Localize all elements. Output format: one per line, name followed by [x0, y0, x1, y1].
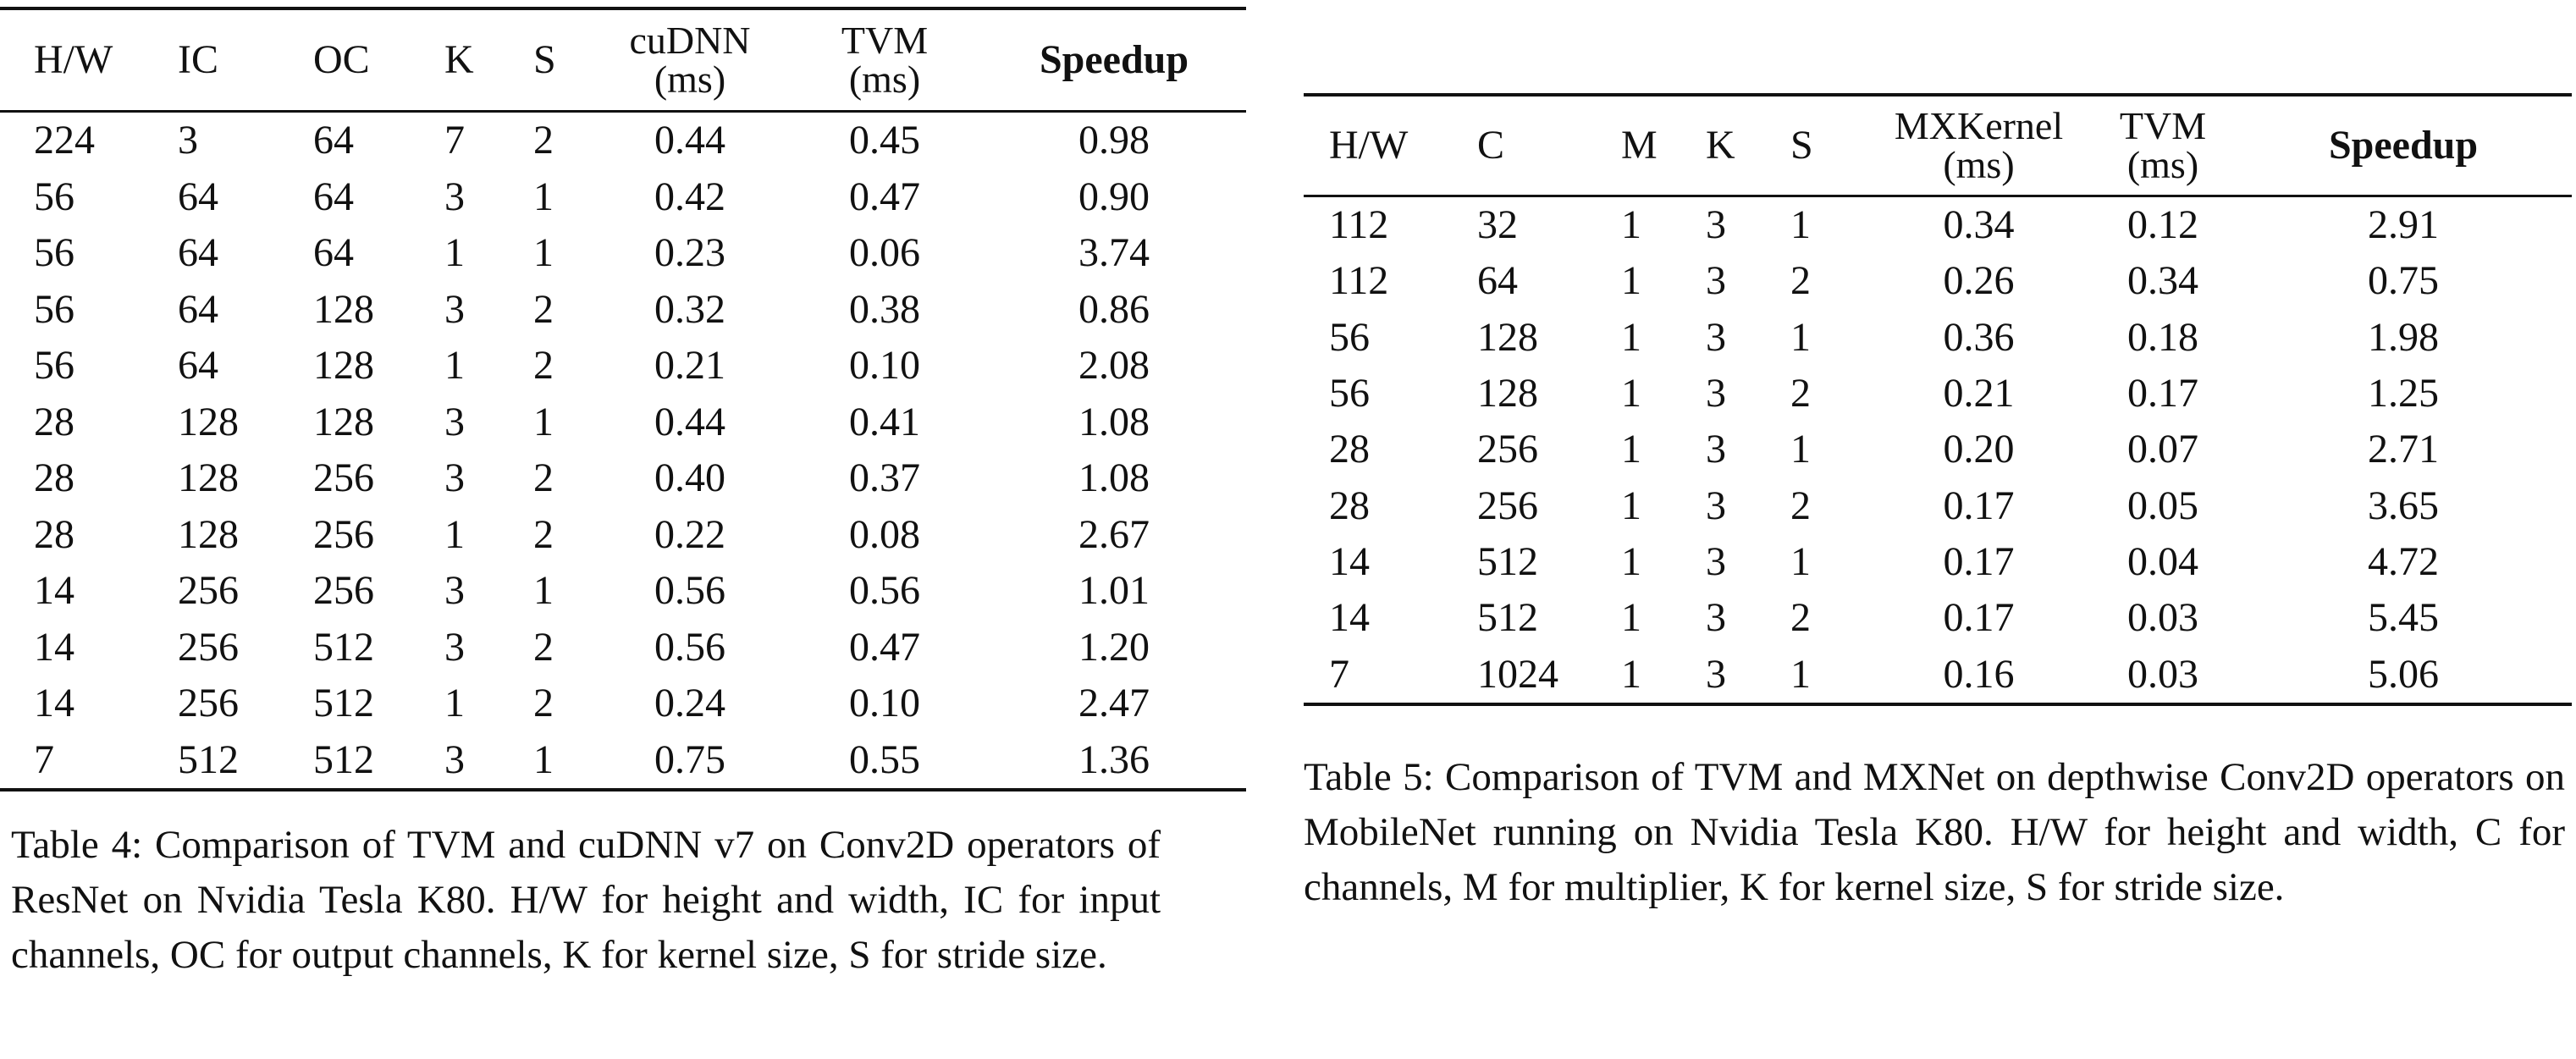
cell-ic: 64 — [178, 286, 218, 332]
cell-oc: 128 — [313, 399, 374, 444]
table-row — [0, 676, 1246, 732]
cell-mxkernel: 0.16 — [1943, 651, 2015, 697]
cell-hw: 224 — [34, 118, 95, 163]
cell-hw: 28 — [34, 455, 74, 501]
cell-cudnn: 0.44 — [654, 118, 725, 163]
cell-mxkernel: 0.26 — [1943, 258, 2015, 304]
cell-speedup: 2.67 — [1078, 511, 1150, 557]
cell-speedup: 1.08 — [1078, 455, 1150, 501]
cell-s: 2 — [533, 286, 554, 332]
table-4-body — [0, 113, 1246, 788]
table-4-header-s: S — [533, 37, 556, 82]
cell-s: 2 — [1790, 595, 1811, 641]
cell-s: 1 — [1790, 427, 1811, 472]
cell-m: 1 — [1621, 371, 1641, 416]
table-5-header-mxkernel-line2: (ms) — [1943, 143, 2015, 186]
cell-c: 64 — [1477, 258, 1518, 304]
cell-cudnn: 0.42 — [654, 174, 725, 219]
table-4-header-tvm — [787, 21, 982, 99]
table-row — [1304, 366, 2572, 422]
table-row — [0, 394, 1246, 451]
cell-k: 1 — [444, 511, 465, 557]
cell-k: 3 — [444, 455, 465, 501]
cell-s: 1 — [533, 568, 554, 614]
cell-k: 3 — [1706, 202, 1726, 248]
cell-ic: 3 — [178, 118, 198, 163]
cell-hw: 112 — [1329, 258, 1389, 304]
cell-s: 1 — [1790, 538, 1811, 584]
cell-mxkernel: 0.17 — [1943, 595, 2015, 641]
cell-ic: 256 — [178, 568, 239, 614]
cell-speedup: 5.06 — [2368, 651, 2439, 697]
cell-c: 256 — [1477, 427, 1538, 472]
table-row — [1304, 310, 2572, 366]
cell-k: 3 — [1706, 427, 1726, 472]
cell-cudnn: 0.56 — [654, 568, 725, 614]
cell-s: 1 — [533, 736, 554, 782]
table-4-header-cudnn-line2: (ms) — [654, 58, 726, 101]
cell-hw: 14 — [1329, 538, 1370, 584]
cell-speedup: 2.47 — [1078, 681, 1150, 726]
table-5-body — [1304, 197, 2572, 703]
cell-oc: 256 — [313, 511, 374, 557]
table-4-header-row — [0, 10, 1246, 113]
cell-oc: 64 — [313, 174, 354, 219]
table-5-header-row — [1304, 97, 2572, 197]
cell-m: 1 — [1621, 483, 1641, 528]
cell-oc: 128 — [313, 286, 374, 332]
table-row — [0, 507, 1246, 564]
cell-tvm: 0.18 — [2127, 314, 2198, 360]
table-4-header-ic: IC — [178, 37, 218, 82]
cell-hw: 112 — [1329, 202, 1389, 248]
cell-mxkernel: 0.20 — [1943, 427, 2015, 472]
table-5 — [1304, 93, 2572, 915]
cell-oc: 64 — [313, 230, 354, 276]
table-row — [1304, 646, 2572, 702]
cell-tvm: 0.41 — [849, 399, 920, 444]
cell-tvm: 0.56 — [849, 568, 920, 614]
table-row — [0, 450, 1246, 507]
cell-oc: 512 — [313, 624, 374, 670]
table-row — [0, 225, 1246, 282]
cell-hw: 14 — [34, 568, 74, 614]
cell-k: 3 — [1706, 371, 1726, 416]
table-4-header-k: K — [444, 37, 474, 82]
cell-oc: 64 — [313, 118, 354, 163]
table-row — [1304, 253, 2572, 309]
cell-k: 3 — [444, 624, 465, 670]
cell-mxkernel: 0.17 — [1943, 538, 2015, 584]
cell-c: 32 — [1477, 202, 1518, 248]
cell-mxkernel: 0.21 — [1943, 371, 2015, 416]
table-4-caption: Table 4: Comparison of TVM and cuDNN v7 on Conv2D operators of ResNet on Nvidia Tesla K80. H/W for height and width, IC for input channels, OC for output channels, K for kernel size, S for stride size. — [11, 823, 1161, 977]
cell-tvm: 0.06 — [849, 230, 920, 276]
cell-c: 128 — [1477, 314, 1538, 360]
cell-s: 1 — [533, 399, 554, 444]
cell-tvm: 0.05 — [2127, 483, 2198, 528]
cell-tvm: 0.03 — [2127, 595, 2198, 641]
cell-tvm: 0.10 — [849, 343, 920, 389]
cell-k: 3 — [444, 736, 465, 782]
cell-tvm: 0.45 — [849, 118, 920, 163]
table-row — [0, 338, 1246, 394]
cell-hw: 28 — [1329, 483, 1370, 528]
cell-k: 3 — [1706, 651, 1726, 697]
cell-k: 3 — [1706, 595, 1726, 641]
table-4-header-speedup: Speedup — [1039, 37, 1189, 82]
cell-k: 3 — [1706, 314, 1726, 360]
cell-m: 1 — [1621, 202, 1641, 248]
cell-hw: 56 — [1329, 371, 1370, 416]
cell-mxkernel: 0.17 — [1943, 483, 2015, 528]
cell-speedup: 1.20 — [1078, 624, 1150, 670]
cell-s: 1 — [533, 174, 554, 219]
cell-ic: 512 — [178, 736, 239, 782]
cell-s: 2 — [533, 624, 554, 670]
cell-oc: 512 — [313, 681, 374, 726]
table-5-caption: Table 5: Comparison of TVM and MXNet on depthwise Conv2D operators on MobileNet running on Nvidia Tesla K80. H/W for height and width, C for channels, M for multiplier, K for kernel size, S for stride size. — [1304, 754, 2565, 909]
cell-s: 1 — [1790, 651, 1811, 697]
cell-cudnn: 0.32 — [654, 286, 725, 332]
cell-hw: 56 — [34, 174, 74, 219]
cell-hw: 7 — [1329, 651, 1349, 697]
cell-tvm: 0.37 — [849, 455, 920, 501]
cell-mxkernel: 0.36 — [1943, 314, 2015, 360]
table-5-grid — [1304, 93, 2572, 706]
cell-ic: 128 — [178, 455, 239, 501]
cell-c: 512 — [1477, 538, 1538, 584]
table-row — [0, 282, 1246, 339]
table-5-header-s: S — [1790, 123, 1813, 168]
table-4-grid — [0, 7, 1246, 791]
cell-speedup: 3.65 — [2368, 483, 2439, 528]
table-5-header-speedup: Speedup — [2328, 123, 2479, 168]
cell-k: 3 — [444, 568, 465, 614]
table-4-header-tvm-line2: (ms) — [848, 58, 921, 101]
cell-oc: 256 — [313, 568, 374, 614]
cell-speedup: 3.74 — [1078, 230, 1150, 276]
table-5-header-mxkernel-line1: MXKernel — [1894, 104, 2064, 147]
cell-k: 1 — [444, 230, 465, 276]
cell-hw: 14 — [1329, 595, 1370, 641]
cell-cudnn: 0.40 — [654, 455, 725, 501]
cell-s: 2 — [533, 681, 554, 726]
cell-hw: 14 — [34, 681, 74, 726]
cell-tvm: 0.08 — [849, 511, 920, 557]
cell-speedup: 2.08 — [1078, 343, 1150, 389]
cell-tvm: 0.03 — [2127, 651, 2198, 697]
cell-tvm: 0.55 — [849, 736, 920, 782]
cell-oc: 512 — [313, 736, 374, 782]
cell-tvm: 0.34 — [2127, 258, 2198, 304]
cell-hw: 56 — [1329, 314, 1370, 360]
cell-tvm: 0.07 — [2127, 427, 2198, 472]
cell-mxkernel: 0.34 — [1943, 202, 2015, 248]
cell-hw: 28 — [1329, 427, 1370, 472]
cell-k: 1 — [444, 681, 465, 726]
cell-speedup: 5.45 — [2368, 595, 2439, 641]
cell-tvm: 0.38 — [849, 286, 920, 332]
cell-s: 1 — [1790, 202, 1811, 248]
cell-m: 1 — [1621, 427, 1641, 472]
table-4-header-cudnn — [593, 21, 787, 99]
table-row — [1304, 477, 2572, 533]
cell-tvm: 0.04 — [2127, 538, 2198, 584]
cell-ic: 64 — [178, 174, 218, 219]
cell-s: 2 — [1790, 483, 1811, 528]
cell-speedup: 1.98 — [2368, 314, 2439, 360]
table-5-header-m: M — [1621, 123, 1658, 168]
cell-k: 1 — [444, 343, 465, 389]
cell-ic: 128 — [178, 399, 239, 444]
table-5-header-tvm — [2091, 104, 2235, 186]
cell-cudnn: 0.75 — [654, 736, 725, 782]
cell-hw: 7 — [34, 736, 54, 782]
table-4-header-cudnn-line1: cuDNN — [629, 19, 751, 62]
cell-s: 2 — [1790, 371, 1811, 416]
table-row — [1304, 422, 2572, 477]
cell-hw: 28 — [34, 399, 74, 444]
cell-speedup: 4.72 — [2368, 538, 2439, 584]
cell-hw: 56 — [34, 343, 74, 389]
cell-m: 1 — [1621, 651, 1641, 697]
table-row — [1304, 534, 2572, 590]
table-5-header-k: K — [1706, 123, 1735, 168]
cell-m: 1 — [1621, 538, 1641, 584]
table-5-header-c: C — [1477, 123, 1505, 168]
cell-m: 1 — [1621, 258, 1641, 304]
cell-s: 2 — [533, 455, 554, 501]
cell-tvm: 0.47 — [849, 174, 920, 219]
cell-speedup: 1.01 — [1078, 568, 1150, 614]
cell-k: 3 — [1706, 483, 1726, 528]
cell-k: 7 — [444, 118, 465, 163]
cell-hw: 56 — [34, 230, 74, 276]
cell-ic: 256 — [178, 624, 239, 670]
cell-tvm: 0.47 — [849, 624, 920, 670]
table-row — [1304, 197, 2572, 253]
cell-ic: 64 — [178, 343, 218, 389]
cell-cudnn: 0.21 — [654, 343, 725, 389]
table-row — [0, 113, 1246, 169]
cell-m: 1 — [1621, 595, 1641, 641]
cell-hw: 56 — [34, 286, 74, 332]
cell-speedup: 1.25 — [2368, 371, 2439, 416]
cell-tvm: 0.12 — [2127, 202, 2198, 248]
cell-speedup: 1.36 — [1078, 736, 1150, 782]
table-5-header-tvm-line2: (ms) — [2126, 143, 2199, 186]
cell-c: 1024 — [1477, 651, 1558, 697]
cell-k: 3 — [444, 286, 465, 332]
cell-k: 3 — [1706, 258, 1726, 304]
cell-speedup: 0.86 — [1078, 286, 1150, 332]
cell-cudnn: 0.22 — [654, 511, 725, 557]
cell-s: 2 — [533, 343, 554, 389]
cell-speedup: 2.91 — [2368, 202, 2439, 248]
table-5-header-tvm-line1: TVM — [2119, 104, 2207, 147]
cell-k: 3 — [1706, 538, 1726, 584]
cell-hw: 28 — [34, 511, 74, 557]
cell-speedup: 0.98 — [1078, 118, 1150, 163]
cell-s: 2 — [533, 118, 554, 163]
cell-s: 2 — [1790, 258, 1811, 304]
table-4-header-tvm-line1: TVM — [841, 19, 929, 62]
cell-speedup: 2.71 — [2368, 427, 2439, 472]
cell-speedup: 0.75 — [2368, 258, 2439, 304]
cell-m: 1 — [1621, 314, 1641, 360]
cell-k: 3 — [444, 399, 465, 444]
cell-c: 512 — [1477, 595, 1538, 641]
table-5-header-hw: H/W — [1329, 123, 1409, 168]
cell-c: 256 — [1477, 483, 1538, 528]
cell-k: 3 — [444, 174, 465, 219]
table-4-header-oc: OC — [313, 37, 370, 82]
table-4-header-hw: H/W — [34, 37, 113, 82]
table-row — [0, 732, 1246, 789]
cell-speedup: 0.90 — [1078, 174, 1150, 219]
cell-ic: 128 — [178, 511, 239, 557]
cell-cudnn: 0.24 — [654, 681, 725, 726]
cell-s: 2 — [533, 511, 554, 557]
cell-tvm: 0.10 — [849, 681, 920, 726]
table-row — [0, 563, 1246, 620]
cell-s: 1 — [1790, 314, 1811, 360]
cell-speedup: 1.08 — [1078, 399, 1150, 444]
table-row — [1304, 590, 2572, 646]
table-4 — [0, 7, 1246, 983]
cell-cudnn: 0.23 — [654, 230, 725, 276]
table-row — [0, 169, 1246, 226]
table-5-header-mxkernel — [1867, 104, 2091, 186]
cell-ic: 64 — [178, 230, 218, 276]
cell-ic: 256 — [178, 681, 239, 726]
cell-hw: 14 — [34, 624, 74, 670]
cell-tvm: 0.17 — [2127, 371, 2198, 416]
cell-oc: 256 — [313, 455, 374, 501]
table-row — [0, 620, 1246, 676]
cell-cudnn: 0.44 — [654, 399, 725, 444]
cell-oc: 128 — [313, 343, 374, 389]
cell-s: 1 — [533, 230, 554, 276]
cell-cudnn: 0.56 — [654, 624, 725, 670]
cell-c: 128 — [1477, 371, 1538, 416]
